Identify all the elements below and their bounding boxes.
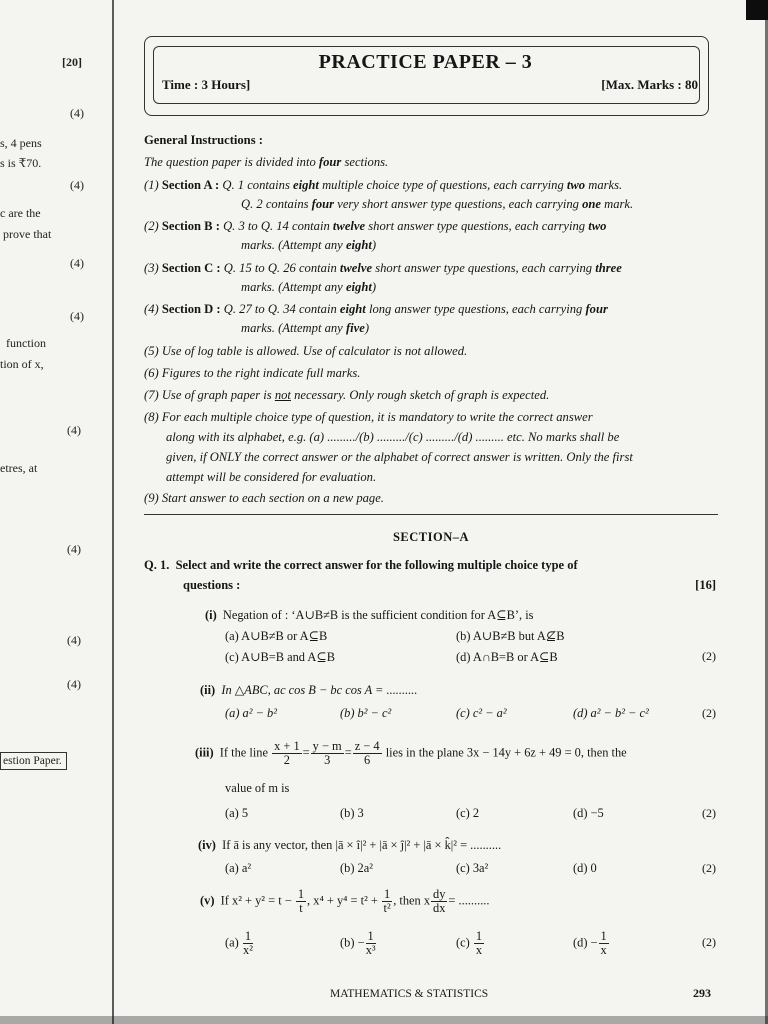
option-v-a: (a) $\frac{1}{\text{x²}}$ <box>225 929 253 958</box>
subquestion-iv: (iv) If ā is any vector, then |ā × î|² + |ā × ĵ|² + |ā × k̂|² = .......... <box>198 838 502 852</box>
option-v-b: (b) − $\frac{1}{\text{x³}}$ <box>340 929 376 958</box>
option-v-d: (d) − $\frac{1}{x}$ <box>573 929 607 958</box>
question-1-cont: questions : <box>183 578 241 592</box>
option-ii-a: (a) a² − b² <box>225 706 277 720</box>
instruction-3: (3) Section C : Q. 15 to Q. 26 contain twelve short answer type questions, each carrying three <box>144 261 622 275</box>
option-iv-b: (b) 2a² <box>340 861 373 875</box>
fraction: $\frac{1}{\text{t²}}$ <box>383 887 391 916</box>
section-a-title: SECTION–A <box>392 530 470 544</box>
margin-text: function <box>6 336 46 350</box>
max-marks: [Max. Marks : 80 <box>601 77 698 92</box>
margin-text: tion of x, <box>0 357 44 371</box>
instruction-4: (4) Section D : Q. 27 to Q. 34 contain eight long answer type questions, each carrying four <box>144 302 608 316</box>
instruction-1: (1) Section A : Q. 1 contains eight multiple choice type of questions, each carrying two marks. <box>144 178 623 192</box>
instruction-8-line4: attempt will be considered for evaluation. <box>166 470 377 484</box>
instruction-8: (8) For each multiple choice type of question, it is mandatory to write the correct answer <box>144 410 593 424</box>
margin-text: (4) <box>67 677 81 691</box>
footer-subject: MATHEMATICS & STATISTICS <box>330 988 489 1000</box>
instruction-6: (6) Figures to the right indicate full marks. <box>144 366 361 380</box>
instructions-heading: General Instructions : <box>144 133 263 147</box>
option-ii-c: (c) c² − a² <box>456 706 507 720</box>
option-v-c: (c) $\frac{1}{x}$ <box>456 929 483 958</box>
instruction-2: (2) Section B : Q. 3 to Q. 14 contain twelve short answer type questions, each carrying two <box>144 219 607 233</box>
option-i-b: (b) A∪B≠B but A⊈B <box>456 629 565 643</box>
instruction-intro: The question paper is divided into four sections. <box>144 155 389 169</box>
instruction-4-cont: marks. (Attempt any five) <box>241 321 370 335</box>
margin-text: (4) <box>70 309 84 323</box>
scan-bottom-edge <box>0 1016 768 1024</box>
time-allowed: Time : 3 Hours] <box>162 77 251 92</box>
fraction: $\frac{1}{x}$ <box>600 929 607 958</box>
fraction: $\frac{1}{\text{x²}}$ <box>243 929 253 958</box>
margin-text: (4) <box>70 106 84 120</box>
instruction-8-line2: along with its alphabet, e.g. (a) ........./(b) ........./(c) ........./(d) ......... etc. No marks shall be <box>166 430 620 444</box>
margin-text: (4) <box>70 178 84 192</box>
marks-ii: (2) <box>702 706 716 720</box>
subquestion-iii-cont: value of m is <box>225 781 290 795</box>
margin-text: (4) <box>67 542 81 556</box>
option-iii-d: (d) −5 <box>573 806 604 820</box>
option-ii-b: (b) b² − c² <box>340 706 392 720</box>
option-ii-d: (d) a² − b² − c² <box>573 706 649 720</box>
instruction-8-line3: given, if ONLY the correct answer or the alphabet of correct answer is written. Only the first <box>166 450 633 464</box>
margin-text: (4) <box>70 256 84 270</box>
margin-boxed-text: estion Paper. <box>0 752 67 770</box>
option-iv-a: (a) a² <box>225 861 252 875</box>
option-i-c: (c) A∪B=B and A⊆B <box>225 650 336 664</box>
fraction: $\frac{1}{\text{x³}}$ <box>365 929 376 958</box>
question-1-marks: [16] <box>695 578 716 592</box>
subquestion-i: (i) Negation of : ‘A∪B≠B is the sufficient condition for A⊆B’, is <box>205 608 534 622</box>
fraction: $\frac{z - 4}{6}$ <box>354 739 380 768</box>
marks-i: (2) <box>702 649 716 663</box>
margin-text: (4) <box>67 423 81 437</box>
option-iii-a: (a) 5 <box>225 806 249 820</box>
subquestion-ii: (ii) In △ABC, ac cos B − bc cos A = .......... <box>200 683 418 697</box>
option-i-a: (a) A∪B≠B or A⊆B <box>225 629 328 643</box>
corner-mark <box>746 0 768 20</box>
section-divider <box>144 514 718 515</box>
instruction-9: (9) Start answer to each section on a new page. <box>144 491 384 505</box>
margin-text: prove that <box>3 227 52 241</box>
instruction-3-cont: marks. (Attempt any eight) <box>241 280 377 294</box>
option-iii-c: (c) 2 <box>456 806 480 820</box>
instruction-7: (7) Use of graph paper is not necessary. Only rough sketch of graph is expected. <box>144 388 550 402</box>
margin-text: s, 4 pens <box>0 136 42 150</box>
fraction: $\frac{y - m}{3}$ <box>312 739 342 768</box>
marks-v: (2) <box>702 935 716 949</box>
paper-title: PRACTICE PAPER – 3 <box>318 51 533 73</box>
margin-text: etres, at <box>0 461 38 475</box>
subquestion-iii: (iii) If the line $\frac{x + 1}{2}$ = $\frac{y - m}{3}$ = $\frac{z - 4}{6}$ lies in the plane 3x − 14y + 6z + 49 = 0, then the <box>195 739 627 768</box>
page-gutter-line <box>112 0 114 1024</box>
option-iv-d: (d) 0 <box>573 861 597 875</box>
option-iii-b: (b) 3 <box>340 806 364 820</box>
marks-iv: (2) <box>702 861 716 875</box>
marks-iii: (2) <box>702 806 716 820</box>
option-i-d: (d) A∩B=B or A⊆B <box>456 650 558 664</box>
instruction-5: (5) Use of log table is allowed. Use of calculator is not allowed. <box>144 344 468 358</box>
left-margin <box>0 0 100 1024</box>
fraction: $\frac{dy}{dx}$ <box>433 887 446 916</box>
margin-text: (4) <box>67 633 81 647</box>
instruction-1-cont: Q. 2 contains four very short answer type questions, each carrying one mark. <box>241 197 634 211</box>
page-number: 293 <box>693 986 711 1000</box>
question-1: Q. 1. Select and write the correct answer for the following multiple choice type of <box>144 558 578 572</box>
margin-text: [20] <box>62 55 82 69</box>
instruction-2-cont: marks. (Attempt any eight) <box>241 238 377 252</box>
fraction: $\frac{x + 1}{2}$ <box>274 739 300 768</box>
option-iv-c: (c) 3a² <box>456 861 489 875</box>
fraction: $\frac{1}{x}$ <box>475 929 483 958</box>
margin-text: s is ₹70. <box>0 156 42 170</box>
subquestion-v: (v) If x² + y² = t − $\frac{1}{t}$ , x⁴ + y⁴ = t² + $\frac{1}{\text{t²}}$ , then x $\frac{dy}{dx}$ = .......... <box>200 887 490 916</box>
fraction: $\frac{1}{t}$ <box>297 887 305 916</box>
margin-text: c are the <box>0 206 41 220</box>
